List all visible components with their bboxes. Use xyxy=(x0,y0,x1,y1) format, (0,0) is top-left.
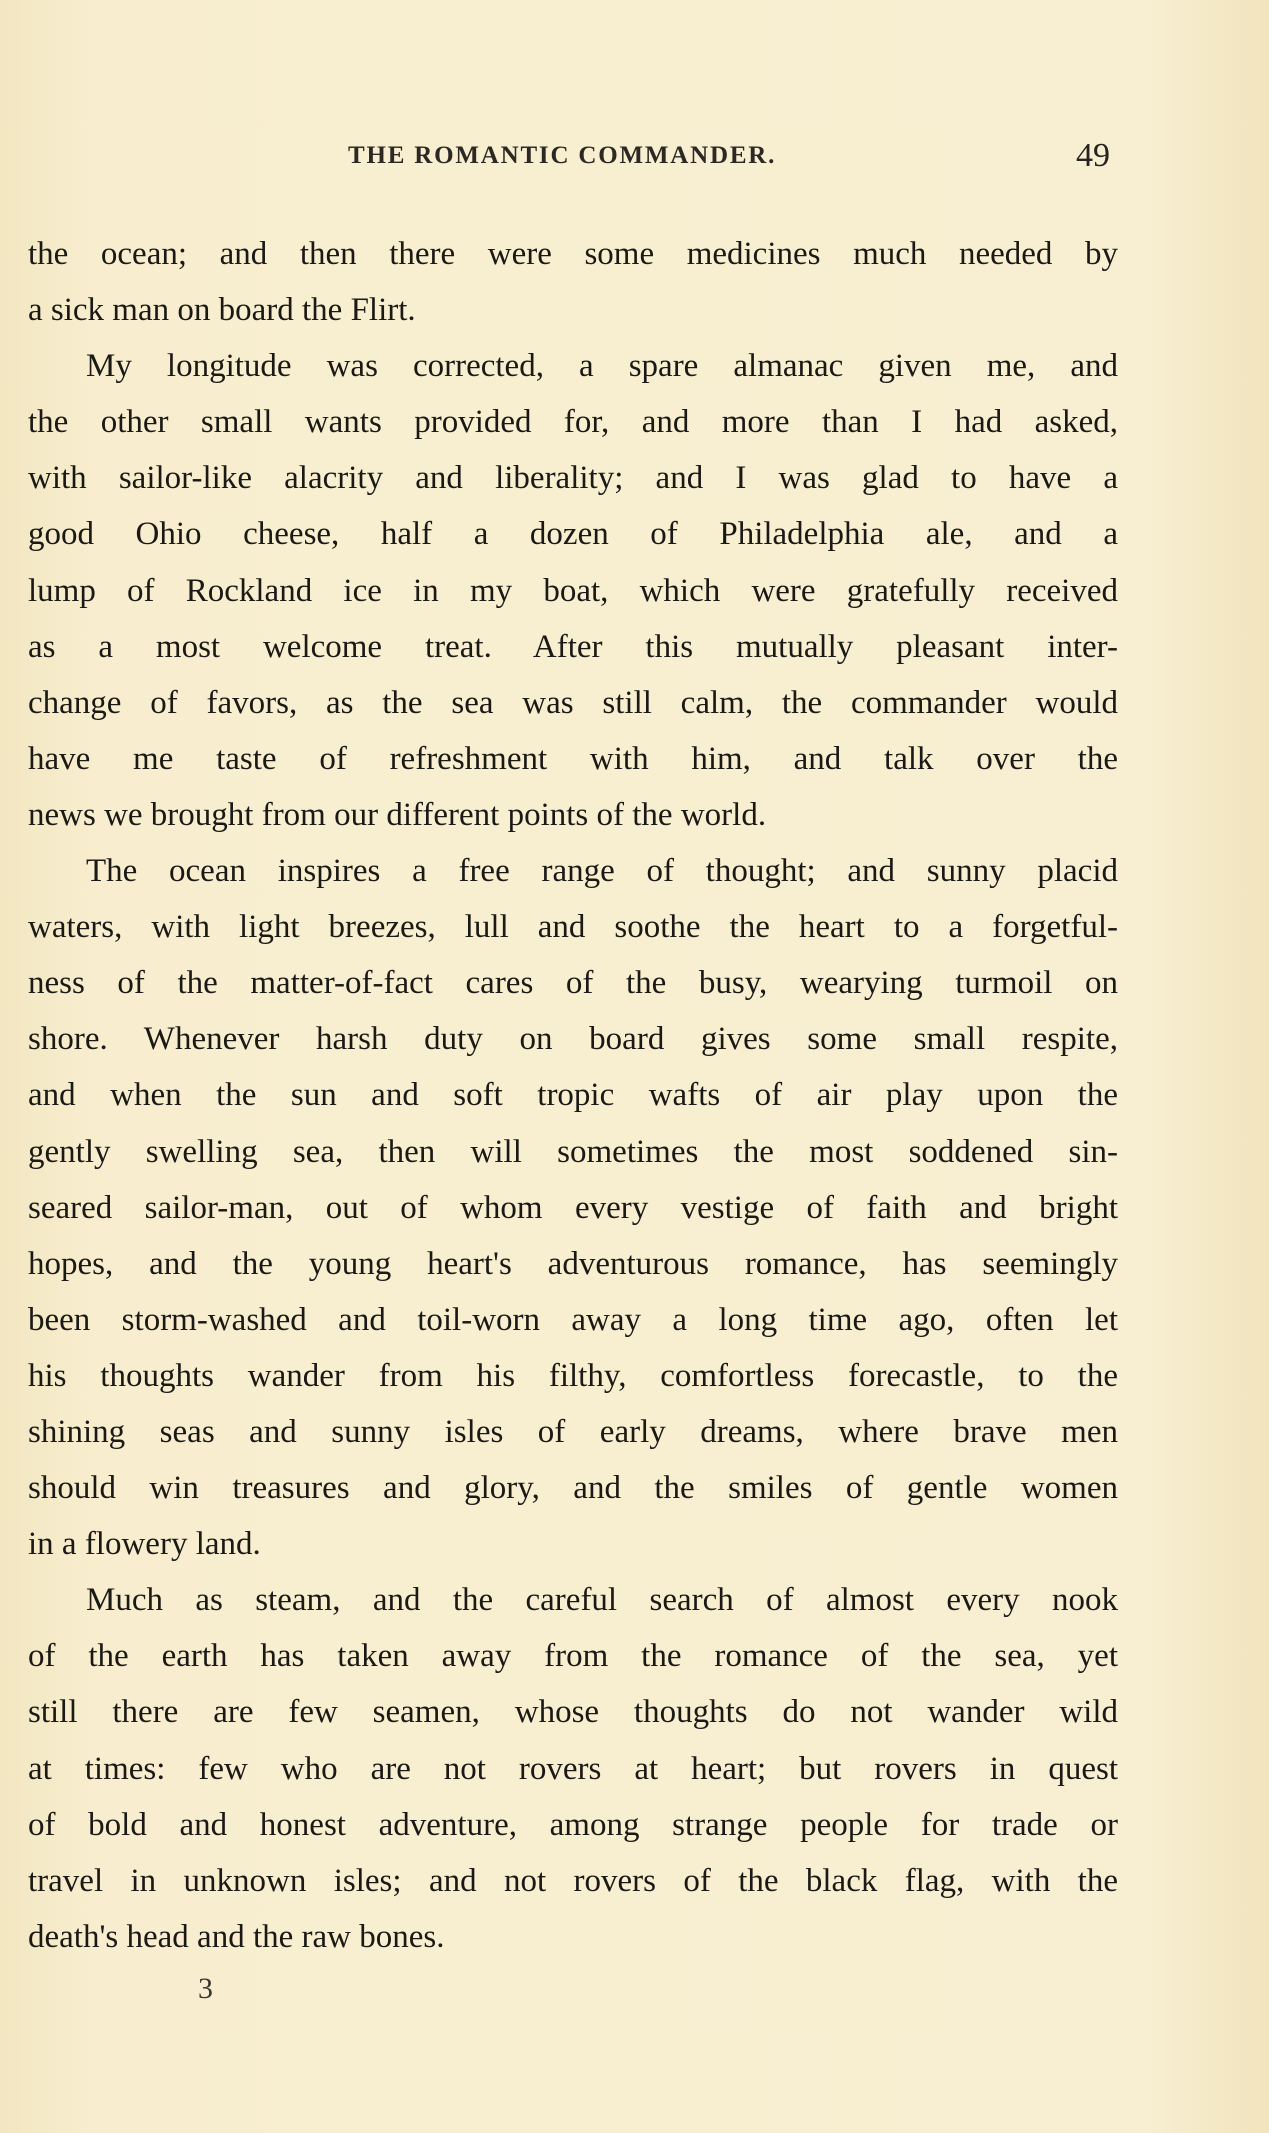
text-line: been storm-washed and toil-worn away a long time ago, often let xyxy=(28,1301,1118,1338)
text-line: The ocean inspires a free range of thought; and sunny placid xyxy=(86,853,1118,890)
text-line: of the earth has taken away from the romance of the sea, yet xyxy=(28,1638,1118,1675)
text-line: at times: few who are not rovers at heart; but rovers in quest xyxy=(28,1750,1118,1787)
text-line: death's head and the raw bones. xyxy=(28,1918,445,1955)
text-line: hopes, and the young heart's adventurous romance, has seemingly xyxy=(28,1245,1118,1282)
text-line: My longitude was corrected, a spare almanac given me, and xyxy=(86,348,1118,385)
text-line: have me taste of refreshment with him, and talk over the xyxy=(28,740,1118,777)
text-line: the ocean; and then there were some medicines much needed by xyxy=(28,236,1118,272)
text-line: should win treasures and glory, and the smiles of gentle women xyxy=(28,1470,1118,1507)
text-line: of bold and honest adventure, among strange people for trade or xyxy=(28,1806,1118,1843)
page-number: 49 xyxy=(1076,137,1110,174)
text-line: gently swelling sea, then will sometimes the most soddened sin- xyxy=(28,1133,1118,1170)
text-line: change of favors, as the sea was still calm, the commander would xyxy=(28,684,1118,721)
text-line: as a most welcome treat. After this mutually pleasant inter- xyxy=(28,628,1118,665)
text-line: waters, with light breezes, lull and soothe the heart to a forgetful- xyxy=(28,909,1118,946)
body-text xyxy=(28,226,1118,1965)
text-line: the other small wants provided for, and more than I had asked, xyxy=(28,404,1118,441)
text-line: still there are few seamen, whose thoughts do not wander wild xyxy=(28,1694,1118,1731)
text-line: ness of the matter-of-fact cares of the busy, wearying turmoil on xyxy=(28,965,1118,1002)
text-line: Much as steam, and the careful search of almost every nook xyxy=(86,1582,1118,1619)
text-line: shining seas and sunny isles of early dreams, where brave men xyxy=(28,1413,1118,1450)
text-line: seared sailor-man, out of whom every vestige of faith and bright xyxy=(28,1189,1118,1226)
text-line: travel in unknown isles; and not rovers of the black flag, with the xyxy=(28,1862,1118,1899)
text-line: and when the sun and soft tropic wafts of air play upon the xyxy=(28,1077,1118,1114)
text-line: lump of Rockland ice in my boat, which were gratefully received xyxy=(28,572,1118,609)
text-line: with sailor-like alacrity and liberality; and I was glad to have a xyxy=(28,460,1118,497)
text-line: his thoughts wander from his filthy, comfortless forecastle, to the xyxy=(28,1357,1118,1394)
signature-mark: 3 xyxy=(198,1972,213,2005)
text-line: in a flowery land. xyxy=(28,1526,261,1563)
running-title: THE ROMANTIC COMMANDER. xyxy=(348,142,777,169)
text-line: a sick man on board the Flirt. xyxy=(28,292,416,329)
text-line: shore. Whenever harsh duty on board gives some small respite, xyxy=(28,1021,1118,1058)
text-line: good Ohio cheese, half a dozen of Philadelphia ale, and a xyxy=(28,516,1118,553)
text-line: news we brought from our different points of the world. xyxy=(28,796,767,833)
running-head xyxy=(30,139,1120,175)
